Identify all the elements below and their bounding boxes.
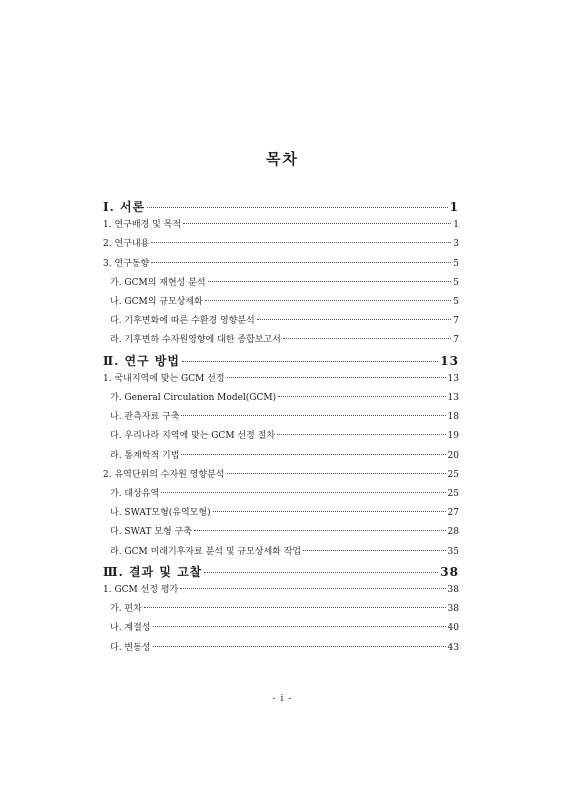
toc-leader-dots [147,207,447,208]
toc-label: Ⅲ. 결과 및 고찰 [103,564,203,579]
toc-page-number: 5 [453,277,459,288]
toc-subsection[interactable] [110,486,459,499]
toc-leader-dots [227,377,446,378]
toc-label: 3. 연구동향 [103,258,150,269]
toc-label: 나. 계절성 [110,623,151,634]
toc-leader-dots [227,473,446,474]
toc-leader-dots [204,572,438,573]
toc-leader-dots [283,338,451,339]
toc-section[interactable] [103,217,459,230]
toc-leader-dots [153,626,446,627]
toc-leader-dots [181,454,445,455]
toc-leader-dots [257,319,452,320]
toc-subsection[interactable] [110,448,459,461]
toc-label: 1. GCM 선정 평가 [103,585,179,595]
toc-subsection[interactable] [110,601,459,614]
toc-leader-dots [180,588,445,589]
page-title: 목차 [266,150,299,168]
toc-page-number: 38 [447,585,459,595]
toc-leader-dots [278,396,445,397]
toc-leader-dots [153,646,446,647]
page-number: - i - [272,694,293,704]
toc-subsection[interactable] [110,294,459,307]
toc-section[interactable] [103,371,459,384]
toc-label: 1. 국내지역에 맞는 GCM 선정 [103,373,225,384]
toc-subsection[interactable] [110,409,459,422]
toc-page-number: 25 [447,489,459,499]
toc-label: 나. 관측자료 구축 [110,412,180,423]
toc-leader-dots [194,530,446,531]
toc-chapter[interactable] [103,563,459,580]
toc-label: 1. 연구배경 및 목적 [103,220,182,231]
toc-subsection[interactable] [110,505,459,518]
toc-leader-dots [213,511,446,512]
toc-label: 라. 통계학적 기법 [110,450,180,461]
toc-label: 나. GCM의 규모상세화 [110,297,203,307]
toc-label: 2. 유역단위의 수자원 영향분석 [103,469,225,480]
toc-chapter[interactable] [103,198,459,215]
toc-page-number: 43 [447,642,459,653]
toc-chapter[interactable] [103,352,459,369]
toc-label: 2. 연구내용 [103,239,150,250]
toc-subsection[interactable] [110,524,459,537]
toc-page-number: 19 [447,431,459,442]
toc-leader-dots [303,550,445,551]
toc-subsection[interactable] [110,640,459,653]
toc-label: 가. GCM의 재현성 분석 [110,277,206,288]
toc-leader-dots [161,492,445,493]
toc-page-number: 13 [440,353,459,368]
toc-subsection[interactable] [110,332,459,345]
toc-label: 나. SWAT모형(유역모형) [110,508,211,519]
toc-leader-dots [151,242,451,243]
toc-label: 가. 편차 [110,604,142,615]
toc-label: 라. 기후변하 수자원영향에 대한 종합보고서 [110,335,281,346]
toc-section[interactable] [103,236,459,249]
toc-page-number: 20 [447,450,459,461]
toc-label: 다. 우리나라 지역에 맞는 GCM 선정 절차 [110,431,276,442]
toc-label: 가. General Circulation Model(GCM) [110,393,277,403]
toc-page-number: 5 [453,297,459,307]
toc-leader-dots [208,281,452,282]
toc-subsection[interactable] [110,428,459,441]
toc-leader-dots [277,434,446,435]
toc-leader-dots [181,415,445,416]
toc-subsection[interactable] [110,275,459,288]
toc-subsection[interactable] [110,390,459,403]
toc-subsection[interactable] [110,544,459,557]
toc-page-number: 38 [447,604,459,615]
toc-page-number: 38 [440,564,459,579]
toc-section[interactable] [103,256,459,269]
toc-leader-dots [182,361,438,362]
toc-label: 다. 기후변화에 따른 수환경 영향분석 [110,316,255,327]
toc-label: 다. 변동성 [110,642,151,653]
toc-label: 다. SWAT 모형 구축 [110,527,192,538]
toc-page-number: 13 [447,393,459,403]
toc-page-number: 7 [453,335,459,346]
toc-label: Ⅰ. 서론 [103,200,146,214]
toc-page-number: 1 [453,220,459,231]
toc-page-number: 1 [449,200,459,214]
toc-page-number: 28 [447,527,459,538]
toc-leader-dots [205,300,452,301]
toc-page-number: 7 [453,316,459,327]
toc-section[interactable] [103,582,459,595]
toc-label: 가. 대상유역 [110,489,160,499]
toc-subsection[interactable] [110,620,459,633]
toc-label: Ⅱ. 연구 방법 [103,353,181,368]
toc-page-number: 40 [447,623,459,634]
toc-leader-dots [151,262,451,263]
toc-section[interactable] [103,467,459,480]
toc-page-number: 18 [447,412,459,423]
toc-page-number: 25 [447,469,459,480]
toc-leader-dots [183,223,451,224]
toc-label: 라. GCM 미래기후자료 분석 및 규모상세화 작업 [110,546,302,557]
toc-page-number: 13 [447,373,459,384]
toc-leader-dots [144,607,446,608]
toc-page-number: 3 [453,239,459,250]
toc-subsection[interactable] [110,313,459,326]
toc-page-number: 5 [453,258,459,269]
toc-page-number: 35 [447,546,459,557]
toc-page-number: 27 [447,508,459,519]
